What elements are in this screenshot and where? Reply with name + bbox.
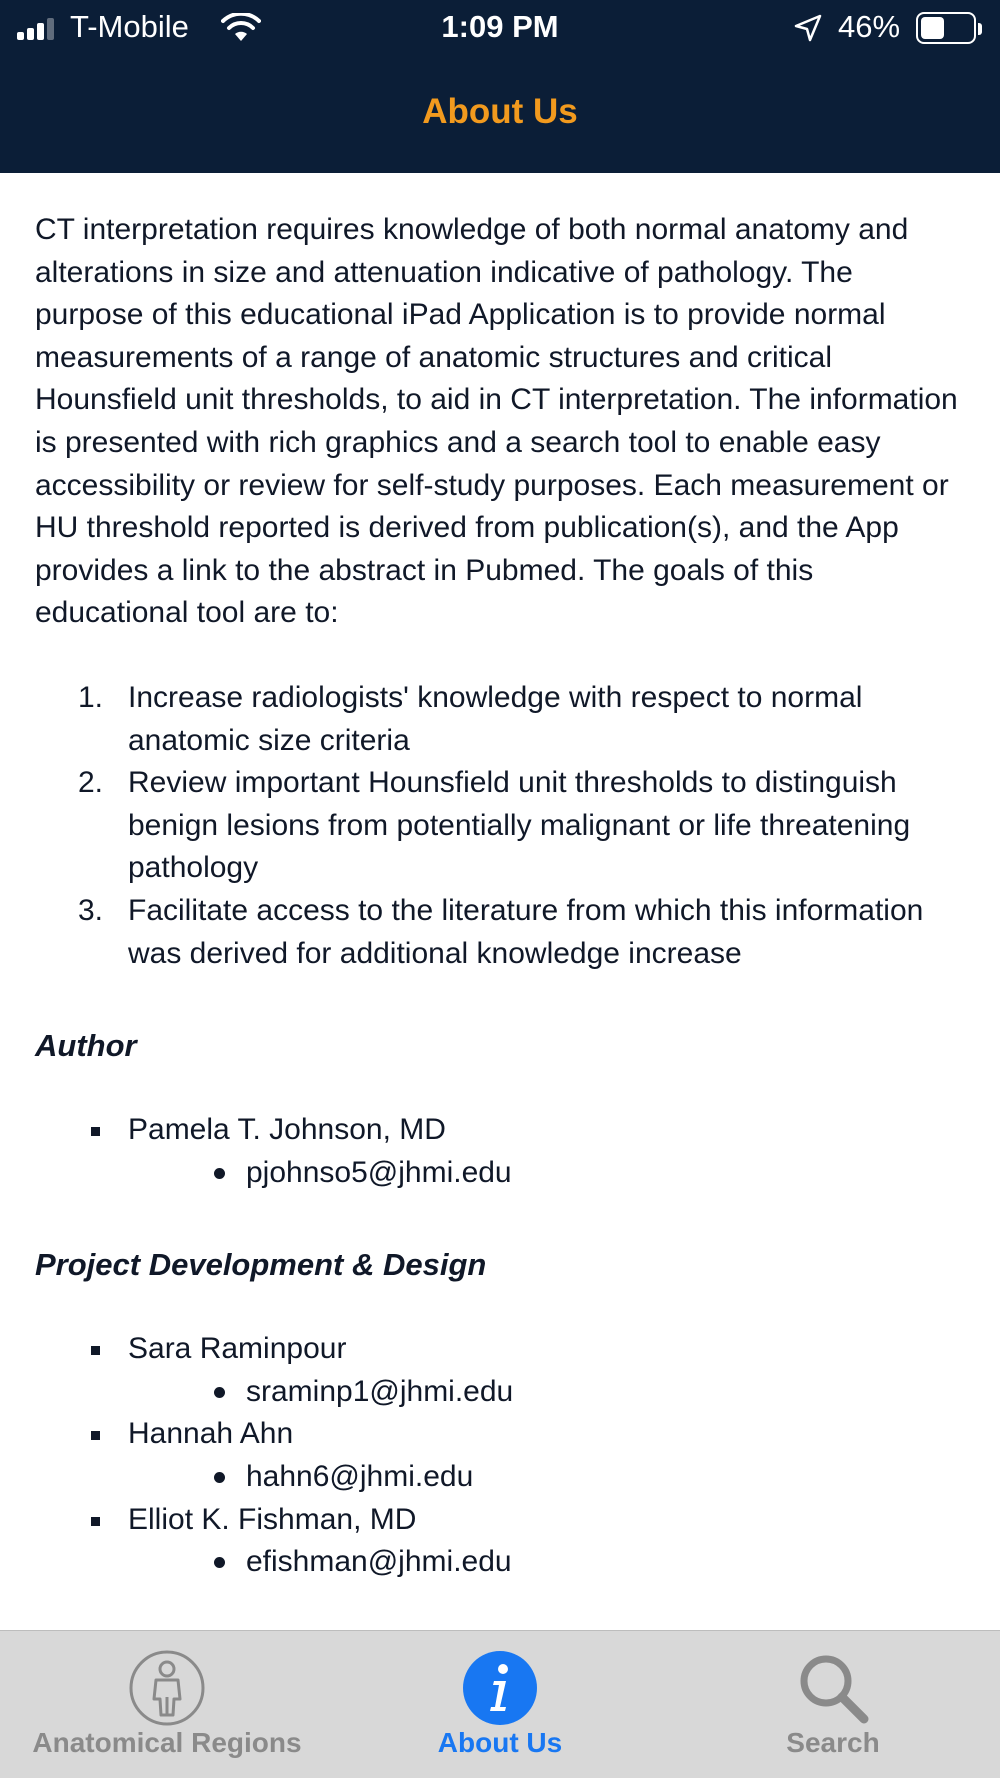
battery-level-fill xyxy=(921,17,944,39)
goals-list xyxy=(35,677,966,975)
person-name: Sara Raminpour xyxy=(128,1332,347,1366)
status-bar xyxy=(0,0,1000,56)
design-team-list xyxy=(35,1328,966,1584)
round-bullet-icon xyxy=(214,1387,225,1398)
square-bullet-icon xyxy=(91,1346,100,1355)
status-time: 1:09 PM xyxy=(441,9,559,44)
tab-search[interactable] xyxy=(666,1631,1000,1778)
person-name: Pamela T. Johnson, MD xyxy=(128,1113,446,1147)
tab-about-us[interactable] xyxy=(334,1631,666,1778)
author-item xyxy=(35,1109,966,1194)
goal-number: 3. xyxy=(78,893,104,927)
person-email-link[interactable]: efishman@jhmi.edu xyxy=(246,1545,512,1579)
design-heading: Project Development & Design xyxy=(35,1247,487,1283)
goal-number: 1. xyxy=(78,680,104,714)
tab-label: About Us xyxy=(437,1727,563,1758)
location-arrow-icon xyxy=(793,13,823,43)
person-name: Hannah Ahn xyxy=(128,1417,294,1451)
team-member-item xyxy=(35,1499,966,1584)
person-name: Elliot K. Fishman, MD xyxy=(128,1502,417,1536)
person-email-link[interactable]: pjohnso5@jhmi.edu xyxy=(246,1155,512,1189)
person-email-link[interactable]: sraminp1@jhmi.edu xyxy=(246,1374,514,1408)
tab-label: Anatomical Regions xyxy=(32,1727,302,1758)
square-bullet-icon xyxy=(91,1517,100,1526)
round-bullet-icon xyxy=(214,1557,225,1568)
goal-text: Increase radiologists' knowledge with respect to normal anatomic size criteria xyxy=(128,680,863,757)
square-bullet-icon xyxy=(91,1431,100,1440)
goal-text: Facilitate access to the literature from which this information was derived for additional knowledge increase xyxy=(128,893,924,970)
goal-item xyxy=(35,677,966,762)
team-member-item xyxy=(35,1328,966,1413)
tab-bar xyxy=(0,1630,1000,1778)
person-email-link[interactable]: hahn6@jhmi.edu xyxy=(246,1460,474,1494)
author-heading: Author xyxy=(35,1028,137,1064)
round-bullet-icon xyxy=(214,1168,225,1179)
person-icon xyxy=(128,1649,206,1727)
goal-item xyxy=(35,890,966,975)
goal-item xyxy=(35,762,966,890)
carrier-name: T-Mobile xyxy=(70,9,189,44)
round-bullet-icon xyxy=(214,1472,225,1483)
header xyxy=(0,0,1000,173)
info-icon xyxy=(461,1649,539,1727)
about-content[interactable] xyxy=(0,173,1000,1630)
team-member-item xyxy=(35,1413,966,1498)
search-icon xyxy=(794,1649,872,1727)
goal-number: 2. xyxy=(78,766,104,800)
battery-icon xyxy=(916,12,976,44)
tab-anatomical-regions[interactable] xyxy=(0,1631,334,1778)
goal-text: Review important Hounsfield unit thresholds to distinguish benign lesions from potentially malignant or life threatening pathology xyxy=(128,766,911,885)
intro-paragraph: CT interpretation requires knowledge of both normal anatomy and alterations in size and attenuation indicative of pathology. The purpose of this educational iPad Application is to provide normal measurements of a range of anatomic structures and critical Hounsfield unit thresholds, to aid in CT interpretation. The information is presented with rich graphics and a search tool to enable easy accessibility or review for self-study purposes. Each measurement or HU threshold reported is derived from publication(s), and the App provides a link to the abstract in Pubmed. The goals of this educational tool are to: xyxy=(35,213,958,630)
tab-label: Search xyxy=(786,1727,880,1758)
page-title: About Us xyxy=(422,92,578,131)
square-bullet-icon xyxy=(91,1127,100,1136)
author-list xyxy=(35,1109,966,1194)
battery-percentage: 46% xyxy=(838,9,901,44)
